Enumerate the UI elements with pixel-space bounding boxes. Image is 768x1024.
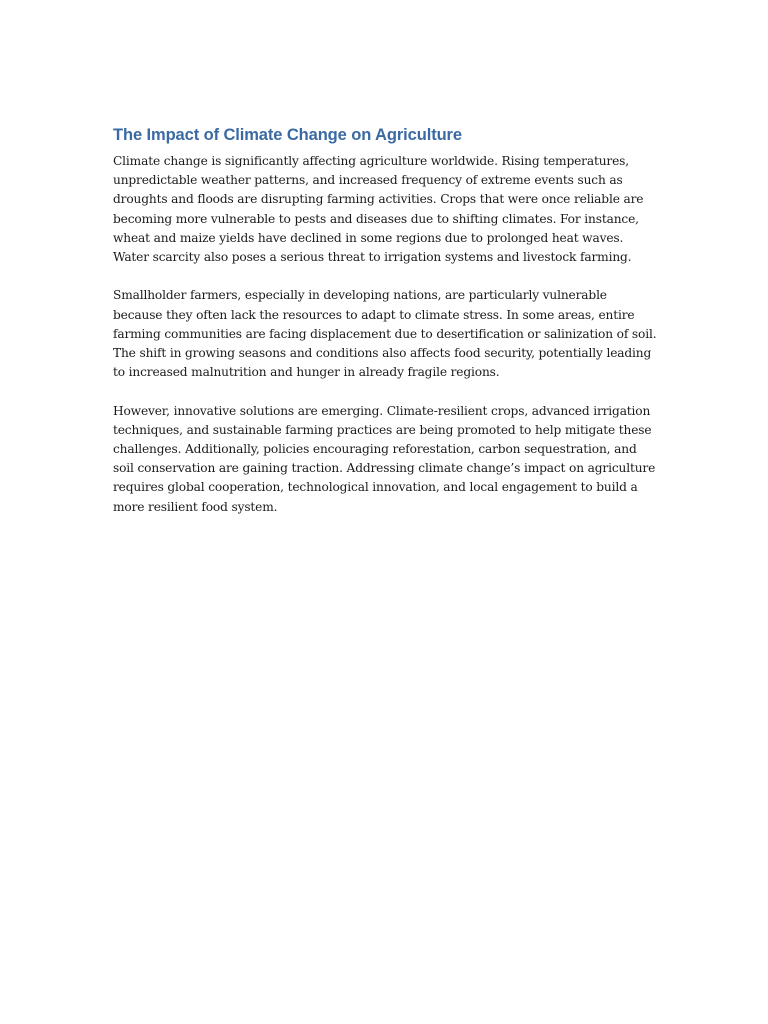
paragraph-2: Smallholder farmers, especially in developing nations, are particularly vulnerable because they often lack the resources to adapt to climate stress. In some areas, entire farming communities are facing displacement due to desertification or salinization of soil. The shift in growing seasons and conditions also affects food security, potentially leading to increased malnutrition and hunger in already fragile regions. [113, 288, 657, 380]
paragraph-1: Climate change is significantly affecting agriculture worldwide. Rising temperatures, unpredictable weather patterns, and increased frequency of extreme events such as droughts and floods are disrupting farming activities. Crops that were once reliable are becoming more vulnerable to pests and diseases due to shifting climates. For instance, wheat and maize yields have declined in some regions due to prolonged heat waves. Water scarcity also poses a serious threat to irrigation systems and livestock farming. [113, 154, 644, 265]
document-title: The Impact of Climate Change on Agriculture [113, 126, 462, 144]
paragraph-3: However, innovative solutions are emerging. Climate-resilient crops, advanced irrigation techniques, and sustainable farming practices are being promoted to help mitigate these challenges. Additionally, policies encouraging reforestation, carbon sequestration, and soil conservation are gaining traction. Addressing climate change’s impact on agriculture requires global cooperation, technological innovation, and local engagement to build a more resilient food system. [113, 403, 656, 514]
document-body [113, 124, 658, 536]
